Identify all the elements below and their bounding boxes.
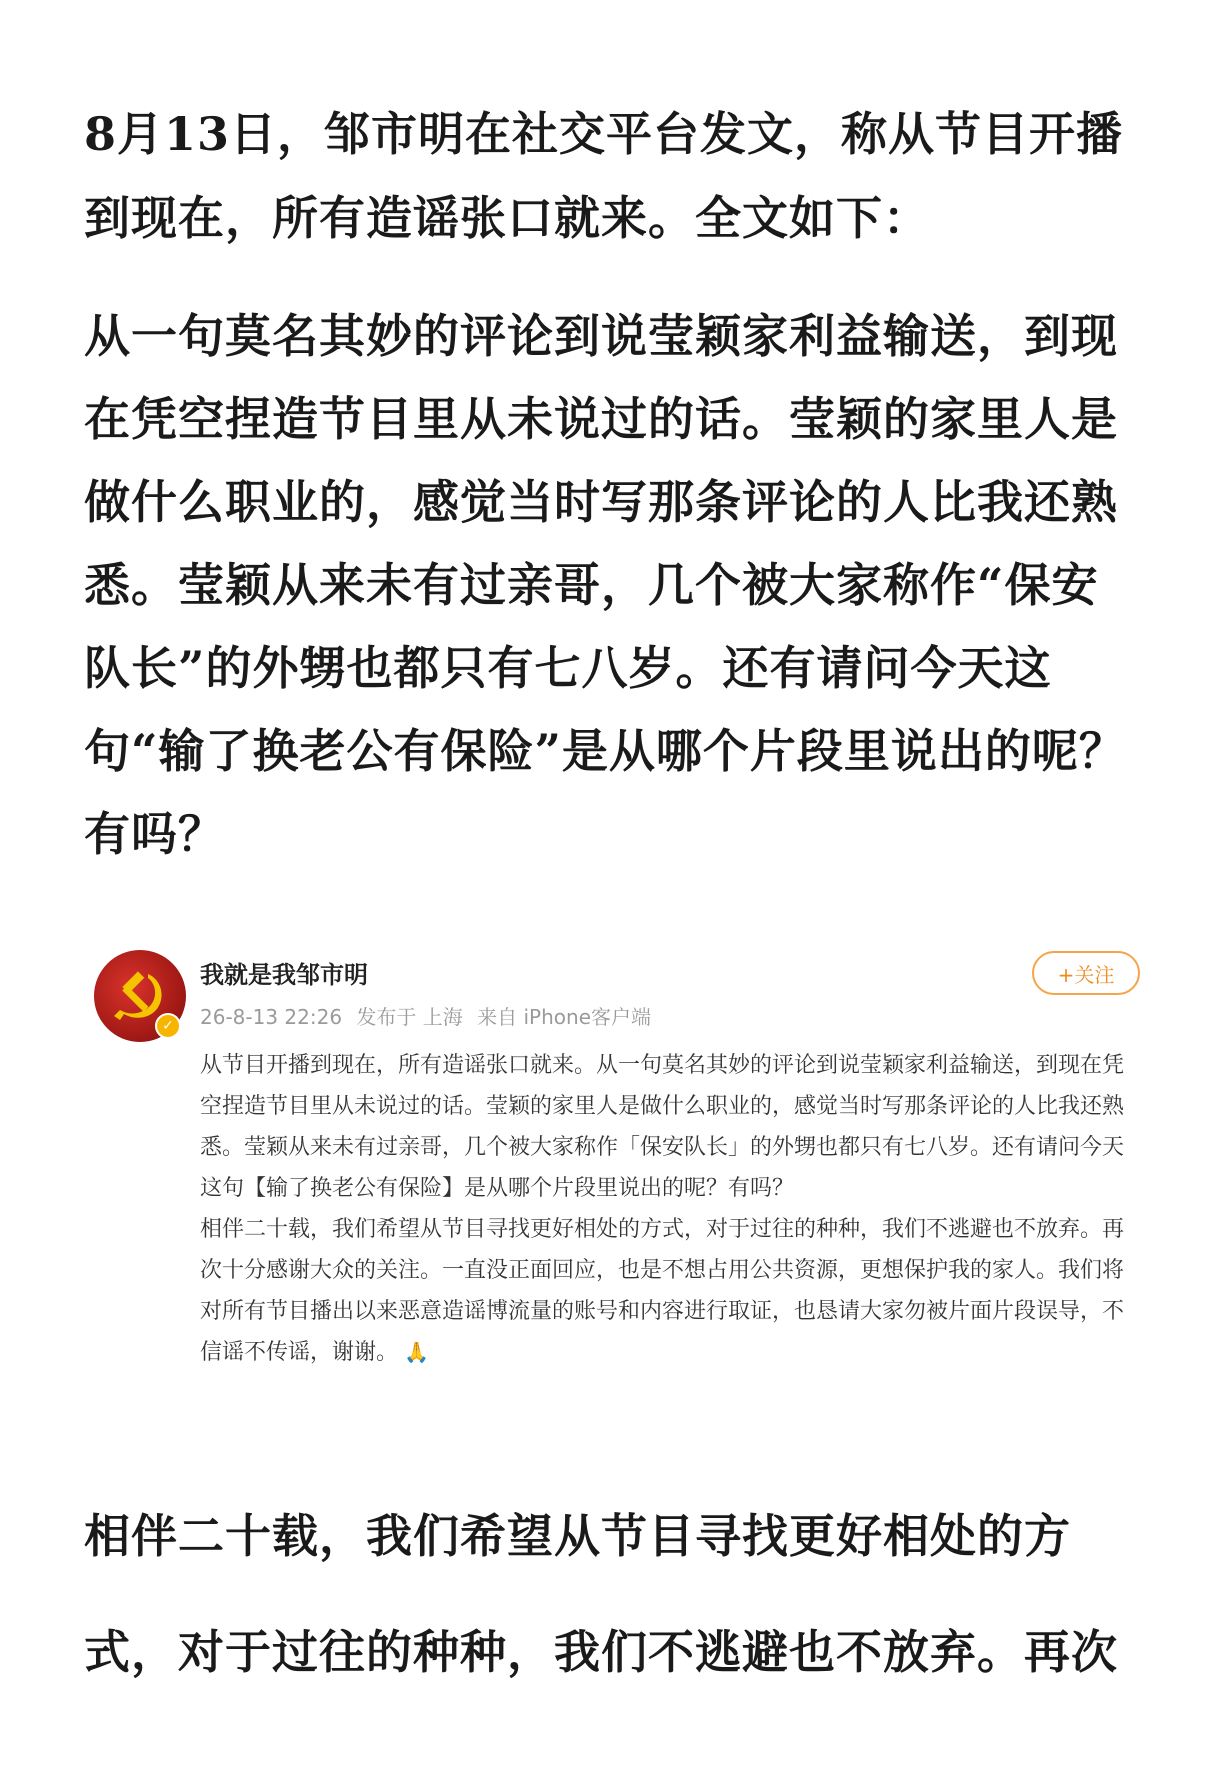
username[interactable]: 我就是我邹市明 — [200, 961, 368, 989]
article-paragraph: 从一句莫名其妙的评论到说莹颖家利益输送，到现在凭空捏造节目里从未说过的话。莹颖的家里人是做什么职业的，感觉当时写那条评论的人比我还熟悉。莹颖从来未有过亲哥，几个被大家称作“保安队长”的外甥也都只有七八岁。还有请问今天这句“输了换老公有保险”是从哪个片段里说出的呢？有吗？ — [84, 309, 1126, 861]
article-paragraph: 8月13日，邹市明在社交平台发文，称从节目开播到现在，所有造谣张口就来。全文如下： — [84, 107, 1124, 245]
embedded-post-card — [80, 935, 1140, 1425]
post-body — [200, 1045, 1125, 1373]
post-body-paragraph: 从节目开播到现在，所有造谣张口就来。从一句莫名其妙的评论到说莹颖家利益输送，到现在凭空捏造节目里从未说过的话。莹颖的家里人是做什么职业的，感觉当时写那条评论的人比我还熟悉。莹颖从来未有过亲哥，几个被大家称作「保安队长」的外甥也都只有七八岁。还有请问今天这句【输了换老公有保险】是从哪个片段里说出的呢？有吗？ — [200, 1053, 1125, 1201]
verified-badge-icon: ✓ — [155, 1013, 181, 1039]
post-source: 来自 iPhone客户端 — [477, 1005, 652, 1029]
pray-emoji-icon: 🙏 — [404, 1340, 429, 1364]
post-meta — [200, 1001, 659, 1030]
article-paragraph: 相伴二十载，我们希望从节目寻找更好相处的方式，对于过往的种种，我们不逃避也不放弃。再次 — [84, 1509, 1118, 1679]
post-body-text: 相伴二十载，我们希望从节目寻找更好相处的方式，对于过往的种种，我们不逃避也不放弃。再次十分感谢大众的关注。一直没正面回应，也是不想占用公共资源，更想保护我的家人。我们将对所有节目播出以来恶意造谣博流量的账号和内容进行取证，也恳请大家勿被片面片段误导，不信谣不传谣，谢谢。 — [200, 1217, 1125, 1365]
follow-button[interactable]: +关注 — [1032, 951, 1140, 995]
post-date: 26-8-13 22:26 — [200, 1005, 343, 1029]
post-location: 发布于 上海 — [356, 1005, 463, 1029]
post-body-paragraph — [200, 1209, 1125, 1373]
